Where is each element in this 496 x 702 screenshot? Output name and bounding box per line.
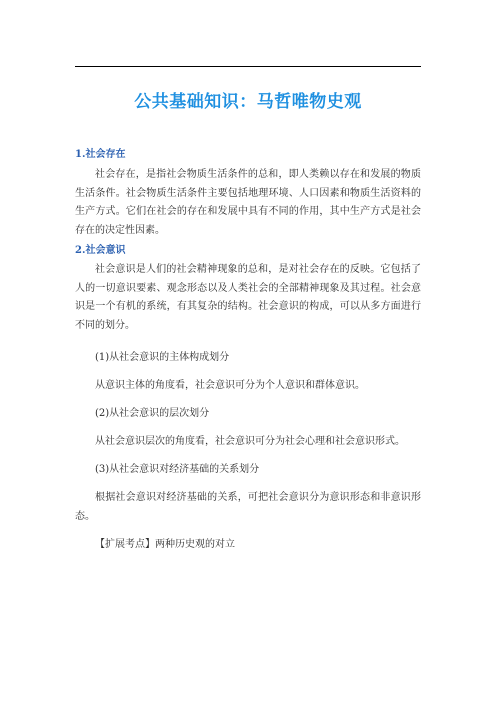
item-economic-base-division-title: (3)从社会意识对经济基础的关系划分 bbox=[95, 464, 260, 475]
item-subject-division-text: 从意识主体的角度看，社会意识可分为个人意识和群体意识。 bbox=[95, 380, 365, 391]
item-economic-base-division-text: 根据社会意识对经济基础的关系，可把社会意识分为意识形态和非意识形态。 bbox=[75, 492, 421, 522]
extension-point: 【扩展考点】两种历史观的对立 bbox=[95, 539, 235, 550]
paragraph-social-existence: 社会存在，是指社会物质生活条件的总和，即人类赖以存在和发展的物质生活条件。社会物质生活条件主要包括地理环境、人口因素和物质生活资料的生产方式。它们在社会的存在和发展中具有不同的作用，其中生产方式是社会存在的决定性因素。 bbox=[75, 169, 421, 236]
document-title: 公共基础知识：马哲唯物史观 bbox=[134, 92, 362, 112]
item-subject-division-title: (1)从社会意识的主体构成划分 bbox=[95, 352, 230, 363]
section-heading-social-existence: 1.社会存在 bbox=[75, 149, 126, 160]
paragraph-social-consciousness: 社会意识是人们的社会精神现象的总和，是对社会存在的反映。它包括了人的一切意识要素、观念形态以及人类社会的全部精神现象及其过程。社会意识是一个有机的系统，有其复杂的结构。社会意识的构成，可以从多方面进行不同的划分。 bbox=[75, 264, 421, 331]
item-level-division-text: 从社会意识层次的角度看，社会意识可分为社会心理和社会意识形式。 bbox=[95, 436, 405, 447]
item-level-division-title: (2)从社会意识的层次划分 bbox=[95, 408, 210, 419]
section-heading-social-consciousness: 2.社会意识 bbox=[75, 245, 126, 256]
header-rule bbox=[75, 66, 421, 67]
